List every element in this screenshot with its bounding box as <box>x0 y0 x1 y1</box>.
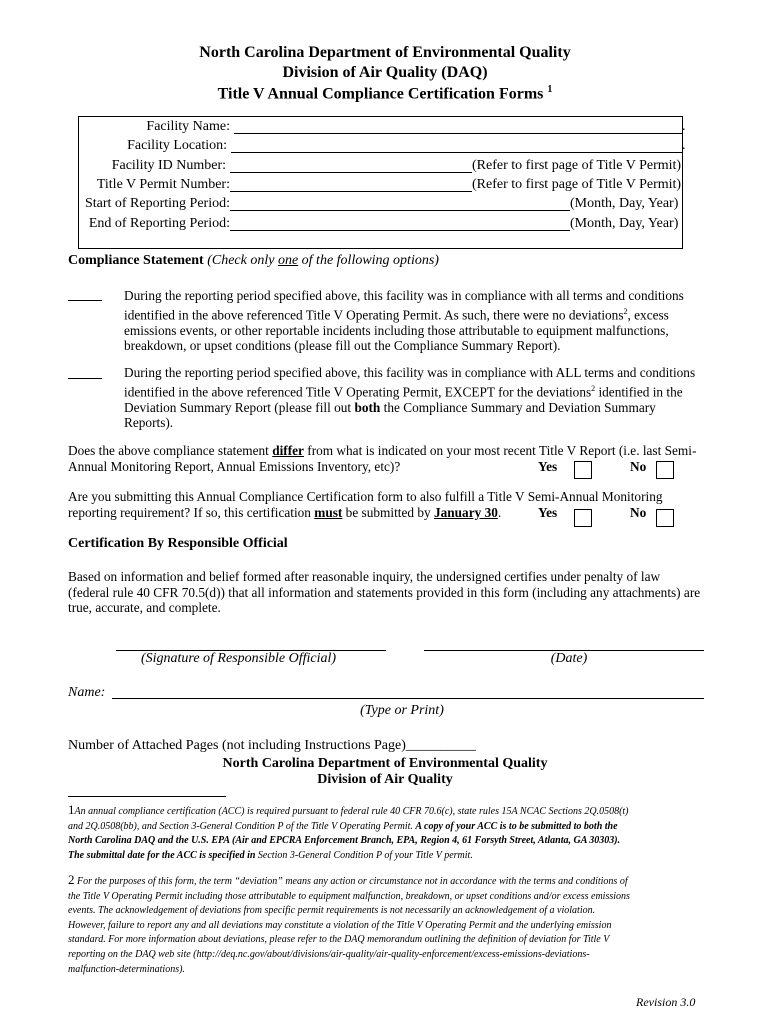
q2-yes-checkbox[interactable] <box>574 509 592 527</box>
option1-checkbox[interactable] <box>68 288 102 301</box>
signature-label: (Signature of Responsible Official) <box>140 651 337 666</box>
certification-text: Based on information and belief formed after reasonable inquiry, the undersigned certifies under penalty of law (federal rule 40 CFR 70.5(d)) that all information and statements provided in this form (including any attachments) are true, accurate, and complete. <box>68 569 701 616</box>
name-line[interactable] <box>112 698 704 699</box>
q1-yes-checkbox[interactable] <box>574 461 592 479</box>
title-agency: North Carolina Department of Environmental Quality <box>199 44 571 61</box>
option1-text: During the reporting period specified above, this facility was in compliance with all terms and conditions identified in the above referenced Title V Operating Permit. As such, there were no deviations$^2$, excess emissions events, or other reportable incidents including those attributable to equipment malfunctions, breakdown, or upset conditions (please fill out the Compliance Summary Report). <box>124 288 684 354</box>
q2-no-label: No <box>630 505 647 520</box>
end-period-field[interactable] <box>230 216 570 231</box>
q1-no-label: No <box>630 459 647 474</box>
footer-agency: North Carolina Department of Environmental Quality <box>222 756 548 771</box>
permit-number-field[interactable] <box>230 177 472 192</box>
date-label: (Date) <box>550 651 588 666</box>
question-differ: Does the above compliance statement differ from what is indicated on your most recent Title V Report (i.e. last Semi- Annual Monitoring Report, Annual Emissions Inventory, etc)? <box>68 443 697 474</box>
footer-division: Division of Air Quality <box>317 772 453 787</box>
footnote-divider <box>68 796 226 797</box>
facility-id-field[interactable] <box>230 158 472 173</box>
q2-yes-label: Yes <box>538 505 558 520</box>
type-or-print-label: (Type or Print) <box>360 703 444 718</box>
title-division: Division of Air Quality (DAQ) <box>282 64 488 81</box>
footnote-1: 1An annual compliance certification (ACC) is required pursuant to federal rule 40 CFR 70.6(c), state rules 15A NCAC Sections 2Q.0508(t) and 2Q.0508(bb), and Section 3-General Condition P of the Title V Operating Permit. A copy of your ACC is to be submitted to both the North Carolina DAQ and the U.S. EPA (Air and EPCRA Enforcement Branch, EPA, Region 4, 61 Forsyth Street, Atlanta, GA 30303). The submittal date for the ACC is specified in Section 3-General Condition P of your Title V permit. <box>68 802 629 861</box>
name-label: Name: <box>68 685 106 700</box>
revision-label: Revision 3.0 <box>636 995 696 1009</box>
q2-no-checkbox[interactable] <box>656 509 674 527</box>
page-title: Title V Annual Compliance Certification Forms $^1$ <box>217 84 553 103</box>
attached-pages: Number of Attached Pages (not including Instructions Page)__________ <box>68 738 476 753</box>
q1-yes-label: Yes <box>538 459 558 474</box>
facility-name-field[interactable] <box>234 119 682 134</box>
certification-heading: Certification By Responsible Official <box>68 536 288 551</box>
option2-checkbox[interactable] <box>68 366 102 379</box>
question-semiannual: Are you submitting this Annual Compliance Certification form to also fulfill a Title V Semi-Annual Monitoring reporting requirement? If so, this certification must be submitted by January 30. <box>68 489 663 520</box>
footnote-2: 2 For the purposes of this form, the term “deviation” means any action or circumstance not in accordance with the terms and conditions of the Title V Operating Permit including those attributable to equipment malfunction, breakdown, or upset conditions and/or excess emissions events. The acknowledgement of deviations from specific permit requirements is not necessarily an acknowledgement of a violation. However, failure to report any and all deviations may constitute a violation of the Title V Operating Permit and the underlying emission standard. For more information about deviations, please refer to the DAQ memorandum outlining the definition of deviation for Title V reporting on the DAQ web site (http://deq.nc.gov/about/divisions/air-quality/air-quality-enforcement/excess-emissions-deviations- malfunction-determinations). <box>68 872 630 975</box>
q1-no-checkbox[interactable] <box>656 461 674 479</box>
start-period-field[interactable] <box>230 196 570 211</box>
compliance-heading: Compliance Statement (Check only one of the following options) <box>68 253 439 268</box>
option2-text: During the reporting period specified above, this facility was in compliance with ALL terms and conditions identified in the above referenced Title V Operating Permit, EXCEPT for the deviations$^2$ identified in the Deviation Summary Report (please fill out both the Compliance Summary and Deviation Summary Reports). <box>124 365 696 431</box>
facility-location-field[interactable] <box>231 138 682 153</box>
